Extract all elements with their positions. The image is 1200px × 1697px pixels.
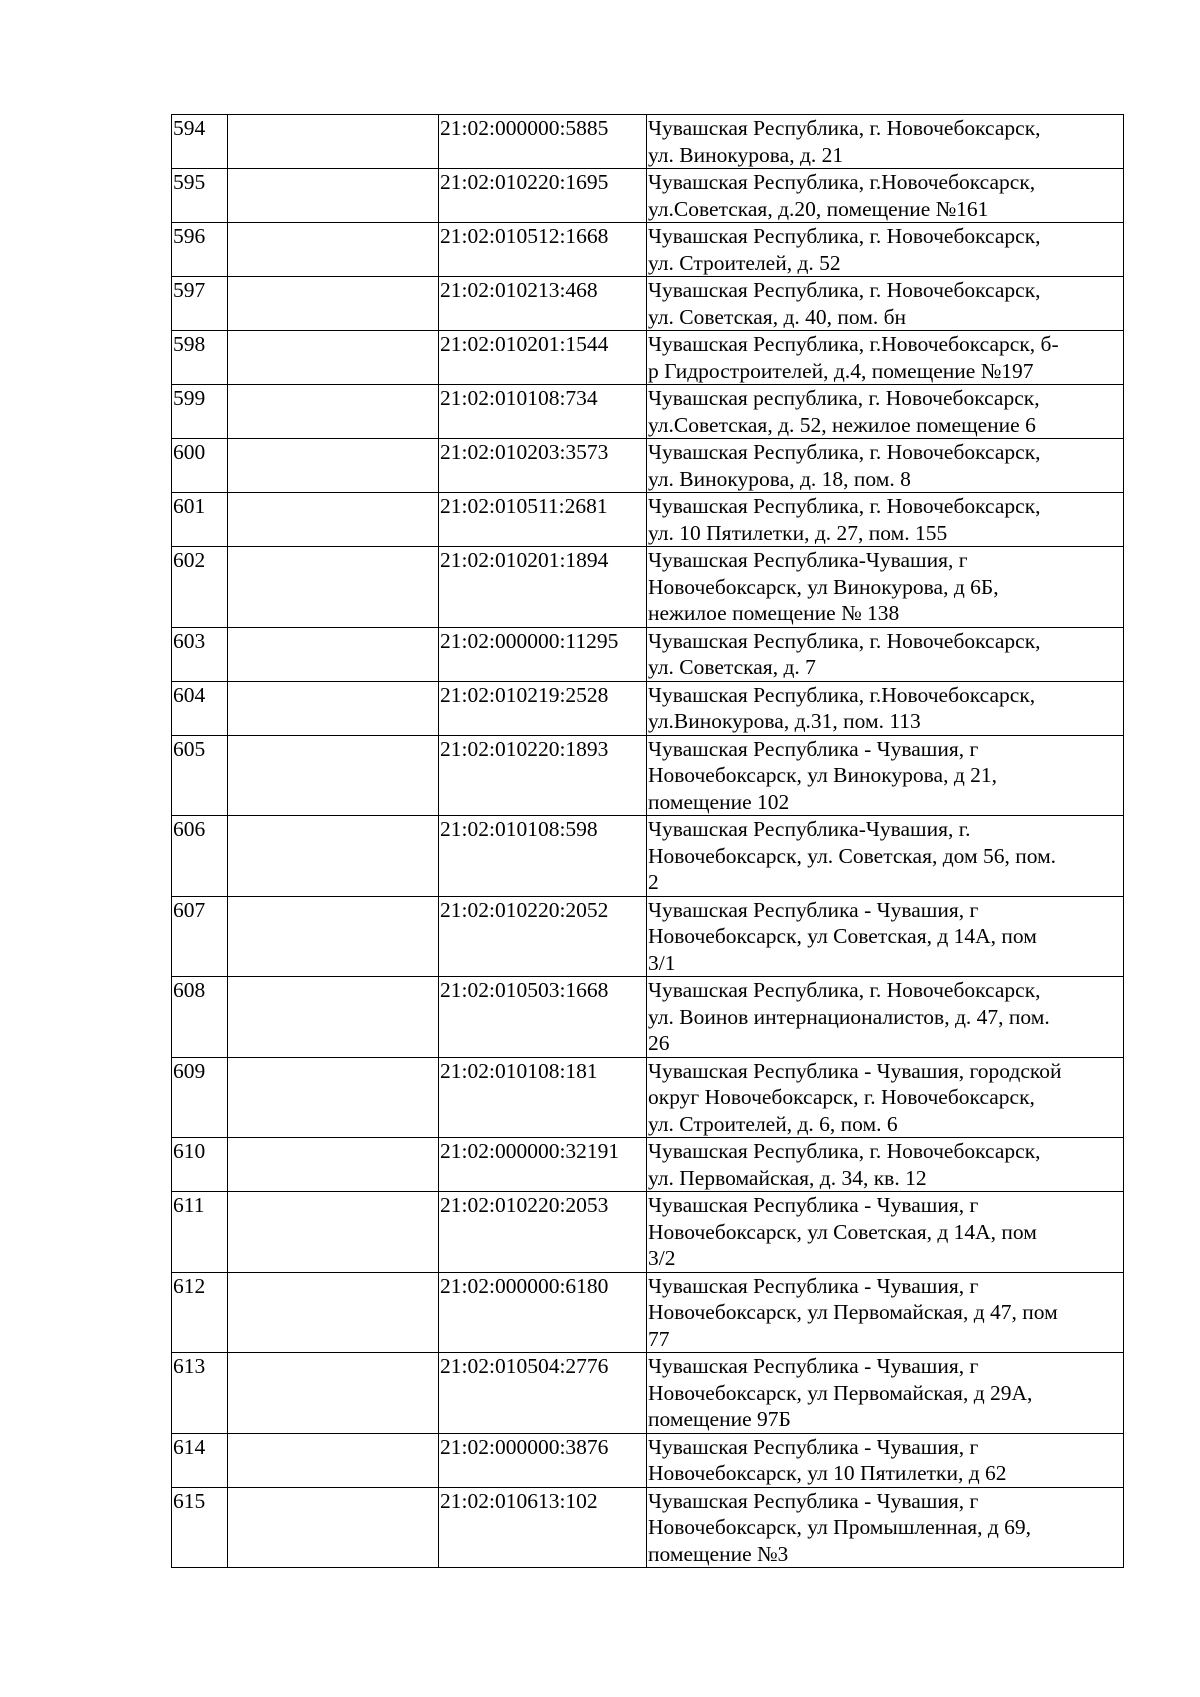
address-cell (647, 331, 1124, 385)
table-row (172, 1353, 1124, 1434)
row-number-cell: 607 (172, 896, 228, 977)
row-number-cell: 615 (172, 1487, 228, 1568)
table-row (172, 1272, 1124, 1353)
row-number-cell: 612 (172, 1272, 228, 1353)
row-number-cell: 613 (172, 1353, 228, 1434)
row-number-cell: 604 (172, 681, 228, 735)
cadastral-number-cell: 21:02:010219:2528 (439, 681, 647, 735)
address-line: Чувашская Республика, г. Новочебоксарск, (648, 440, 1041, 464)
table-row (172, 977, 1124, 1058)
address-line: ул. Советская, д. 7 (648, 655, 816, 679)
cadastral-number-cell: 21:02:010503:1668 (439, 977, 647, 1058)
address-line: 3/2 (648, 1246, 676, 1270)
empty-cell (228, 385, 439, 439)
address-line: Чувашская Республика - Чувашия, г (648, 897, 979, 922)
table-row (172, 1487, 1124, 1568)
table-row (172, 1192, 1124, 1273)
address-line: Новочебоксарск, ул Советская, д 14А, пом (648, 1219, 1037, 1244)
address-cell (647, 223, 1124, 277)
empty-cell (228, 735, 439, 816)
empty-cell (228, 627, 439, 681)
cadastral-number-cell: 21:02:000000:32191 (439, 1138, 647, 1192)
row-number-cell: 608 (172, 977, 228, 1058)
address-cell (647, 896, 1124, 977)
empty-cell (228, 977, 439, 1058)
table-row (172, 223, 1124, 277)
address-cell (647, 547, 1124, 628)
property-registry-table (171, 114, 1124, 1568)
address-cell (647, 1192, 1124, 1273)
address-cell (647, 681, 1124, 735)
empty-cell (228, 277, 439, 331)
address-cell (647, 627, 1124, 681)
row-number-cell: 602 (172, 547, 228, 628)
table-row (172, 439, 1124, 493)
address-line: ул. Винокурова, д. 18, пом. 8 (648, 466, 911, 491)
address-line: Новочебоксарск, ул Промышленная, д 69, (648, 1515, 1032, 1539)
address-line: Чувашская Республика, г.Новочебоксарск, б- (648, 332, 1059, 356)
row-number-cell: 606 (172, 816, 228, 897)
empty-cell (228, 439, 439, 493)
address-line: Новочебоксарск, ул Винокурова, д 6Б, (648, 574, 999, 599)
row-number-cell: 603 (172, 627, 228, 681)
empty-cell (228, 1433, 439, 1487)
table-row (172, 1433, 1124, 1487)
address-line: Чувашская Республика, г.Новочебоксарск, (648, 682, 1036, 707)
empty-cell (228, 493, 439, 547)
cadastral-number-cell: 21:02:010201:1894 (439, 547, 647, 628)
row-number-cell: 598 (172, 331, 228, 385)
table-row (172, 627, 1124, 681)
address-line: ул. Строителей, д. 6, пом. 6 (648, 1111, 898, 1136)
address-line: Новочебоксарск, ул Первомайская, д 47, пом (648, 1300, 1058, 1324)
cadastral-number-cell: 21:02:010220:1893 (439, 735, 647, 816)
address-line: Чувашская Республика - Чувашия, г (648, 1434, 979, 1459)
cadastral-number-cell: 21:02:000000:11295 (439, 627, 647, 681)
address-line: Чувашская Республика, г. Новочебоксарск, (648, 278, 1041, 302)
address-line: Чувашская Республика - Чувашия, г (648, 736, 979, 761)
address-line: ул. Строителей, д. 52 (648, 250, 841, 275)
address-cell (647, 1433, 1124, 1487)
cadastral-number-cell: 21:02:010213:468 (439, 277, 647, 331)
row-number-cell: 595 (172, 169, 228, 223)
table-row (172, 1057, 1124, 1138)
table-row (172, 681, 1124, 735)
address-cell (647, 439, 1124, 493)
address-cell (647, 1487, 1124, 1568)
table-row (172, 493, 1124, 547)
cadastral-number-cell: 21:02:010220:2052 (439, 896, 647, 977)
table-row (172, 169, 1124, 223)
table-row (172, 115, 1124, 169)
cadastral-number-cell: 21:02:010511:2681 (439, 493, 647, 547)
address-line: помещение №3 (648, 1541, 789, 1566)
address-line: Чувашская Республика - Чувашия, г (648, 1193, 979, 1217)
registry-table-body (172, 115, 1124, 1568)
address-line: 2 (648, 870, 659, 894)
cadastral-number-cell: 21:02:010201:1544 (439, 331, 647, 385)
table-row (172, 277, 1124, 331)
cadastral-number-cell: 21:02:010220:1695 (439, 169, 647, 223)
address-line: Чувашская Республика, г. Новочебоксарск, (648, 224, 1041, 248)
address-line: Чувашская Республика, г. Новочебоксарск, (648, 978, 1041, 1002)
row-number-cell: 610 (172, 1138, 228, 1192)
row-number-cell: 614 (172, 1433, 228, 1487)
row-number-cell: 609 (172, 1057, 228, 1138)
address-cell (647, 1057, 1124, 1138)
address-line: Чувашская Республика, г.Новочебоксарск, (648, 170, 1036, 194)
address-line: Новочебоксарск, ул Первомайская, д 29А, (648, 1380, 1033, 1405)
address-line: р Гидростроителей, д.4, помещение №197 (648, 358, 1034, 383)
empty-cell (228, 1272, 439, 1353)
address-cell (647, 1138, 1124, 1192)
empty-cell (228, 681, 439, 735)
table-row (172, 896, 1124, 977)
address-line: Чувашская Республика, г. Новочебоксарск, (648, 1139, 1041, 1163)
cadastral-number-cell: 21:02:000000:6180 (439, 1272, 647, 1353)
address-cell (647, 493, 1124, 547)
address-line: 77 (648, 1326, 670, 1351)
empty-cell (228, 1192, 439, 1273)
address-line: ул. Воинов интернационалистов, д. 47, пом. (648, 1004, 1050, 1029)
table-row (172, 735, 1124, 816)
cadastral-number-cell: 21:02:010220:2053 (439, 1192, 647, 1273)
address-cell (647, 169, 1124, 223)
empty-cell (228, 1353, 439, 1434)
cadastral-number-cell: 21:02:010108:734 (439, 385, 647, 439)
address-line: 3/1 (648, 950, 676, 975)
empty-cell (228, 816, 439, 897)
empty-cell (228, 331, 439, 385)
address-line: Новочебоксарск, ул Винокурова, д 21, (648, 763, 998, 787)
address-line: Новочебоксарск, ул. Советская, дом 56, пом. (648, 843, 1057, 868)
cadastral-number-cell: 21:02:010108:598 (439, 816, 647, 897)
address-cell (647, 977, 1124, 1058)
row-number-cell: 611 (172, 1192, 228, 1273)
address-line: Чувашская республика, г. Новочебоксарск, (648, 386, 1040, 410)
empty-cell (228, 169, 439, 223)
empty-cell (228, 1487, 439, 1568)
address-line: Чувашская Республика, г. Новочебоксарск, (648, 628, 1041, 653)
address-line: помещение 97Б (648, 1407, 791, 1431)
address-cell (647, 1272, 1124, 1353)
cadastral-number-cell: 21:02:010613:102 (439, 1487, 647, 1568)
address-cell (647, 816, 1124, 897)
address-line: ул. 10 Пятилетки, д. 27, пом. 155 (648, 520, 948, 545)
address-line: помещение 102 (648, 789, 790, 814)
address-line: ул. Советская, д. 40, пом. бн (648, 304, 907, 329)
empty-cell (228, 547, 439, 628)
address-cell (647, 735, 1124, 816)
address-cell (647, 1353, 1124, 1434)
address-line: Чувашская Республика, г. Новочебоксарск, (648, 494, 1041, 518)
address-line: ул. Первомайская, д. 34, кв. 12 (648, 1165, 927, 1190)
row-number-cell: 596 (172, 223, 228, 277)
row-number-cell: 605 (172, 735, 228, 816)
cadastral-number-cell: 21:02:000000:3876 (439, 1433, 647, 1487)
row-number-cell: 597 (172, 277, 228, 331)
empty-cell (228, 223, 439, 277)
address-cell (647, 385, 1124, 439)
address-line: ул.Советская, д.20, помещение №161 (648, 196, 989, 221)
empty-cell (228, 896, 439, 977)
cadastral-number-cell: 21:02:010512:1668 (439, 223, 647, 277)
address-line: Чувашская Республика-Чувашия, г. (648, 817, 971, 841)
table-row (172, 331, 1124, 385)
table-row (172, 385, 1124, 439)
address-line: Чувашская Республика - Чувашия, г (648, 1488, 979, 1513)
address-line: 26 (648, 1031, 670, 1055)
table-row (172, 816, 1124, 897)
address-line: нежилое помещение № 138 (648, 601, 900, 625)
empty-cell (228, 1138, 439, 1192)
address-cell (647, 277, 1124, 331)
address-line: Чувашская Республика - Чувашия, г (648, 1354, 979, 1378)
address-line: ул. Винокурова, д. 21 (648, 142, 844, 167)
row-number-cell: 599 (172, 385, 228, 439)
cadastral-number-cell: 21:02:010504:2776 (439, 1353, 647, 1434)
empty-cell (228, 115, 439, 169)
table-row (172, 1138, 1124, 1192)
address-cell (647, 115, 1124, 169)
cadastral-number-cell: 21:02:000000:5885 (439, 115, 647, 169)
cadastral-number-cell: 21:02:010108:181 (439, 1057, 647, 1138)
address-line: Чувашская Республика, г. Новочебоксарск, (648, 116, 1041, 140)
address-line: ул.Винокурова, д.31, пом. 113 (648, 709, 921, 733)
address-line: ул.Советская, д. 52, нежилое помещение 6 (648, 412, 1036, 437)
address-line: Чувашская Республика-Чувашия, г (648, 548, 968, 572)
address-line: Новочебоксарск, ул 10 Пятилетки, д 62 (648, 1461, 1007, 1485)
address-line: Чувашская Республика - Чувашия, г (648, 1273, 979, 1298)
address-line: округ Новочебоксарск, г. Новочебоксарск, (648, 1085, 1035, 1109)
empty-cell (228, 1057, 439, 1138)
row-number-cell: 601 (172, 493, 228, 547)
address-line: Новочебоксарск, ул Советская, д 14А, пом (648, 924, 1037, 948)
row-number-cell: 594 (172, 115, 228, 169)
cadastral-number-cell: 21:02:010203:3573 (439, 439, 647, 493)
table-row (172, 547, 1124, 628)
row-number-cell: 600 (172, 439, 228, 493)
address-line: Чувашская Республика - Чувашия, городской (648, 1058, 1062, 1083)
